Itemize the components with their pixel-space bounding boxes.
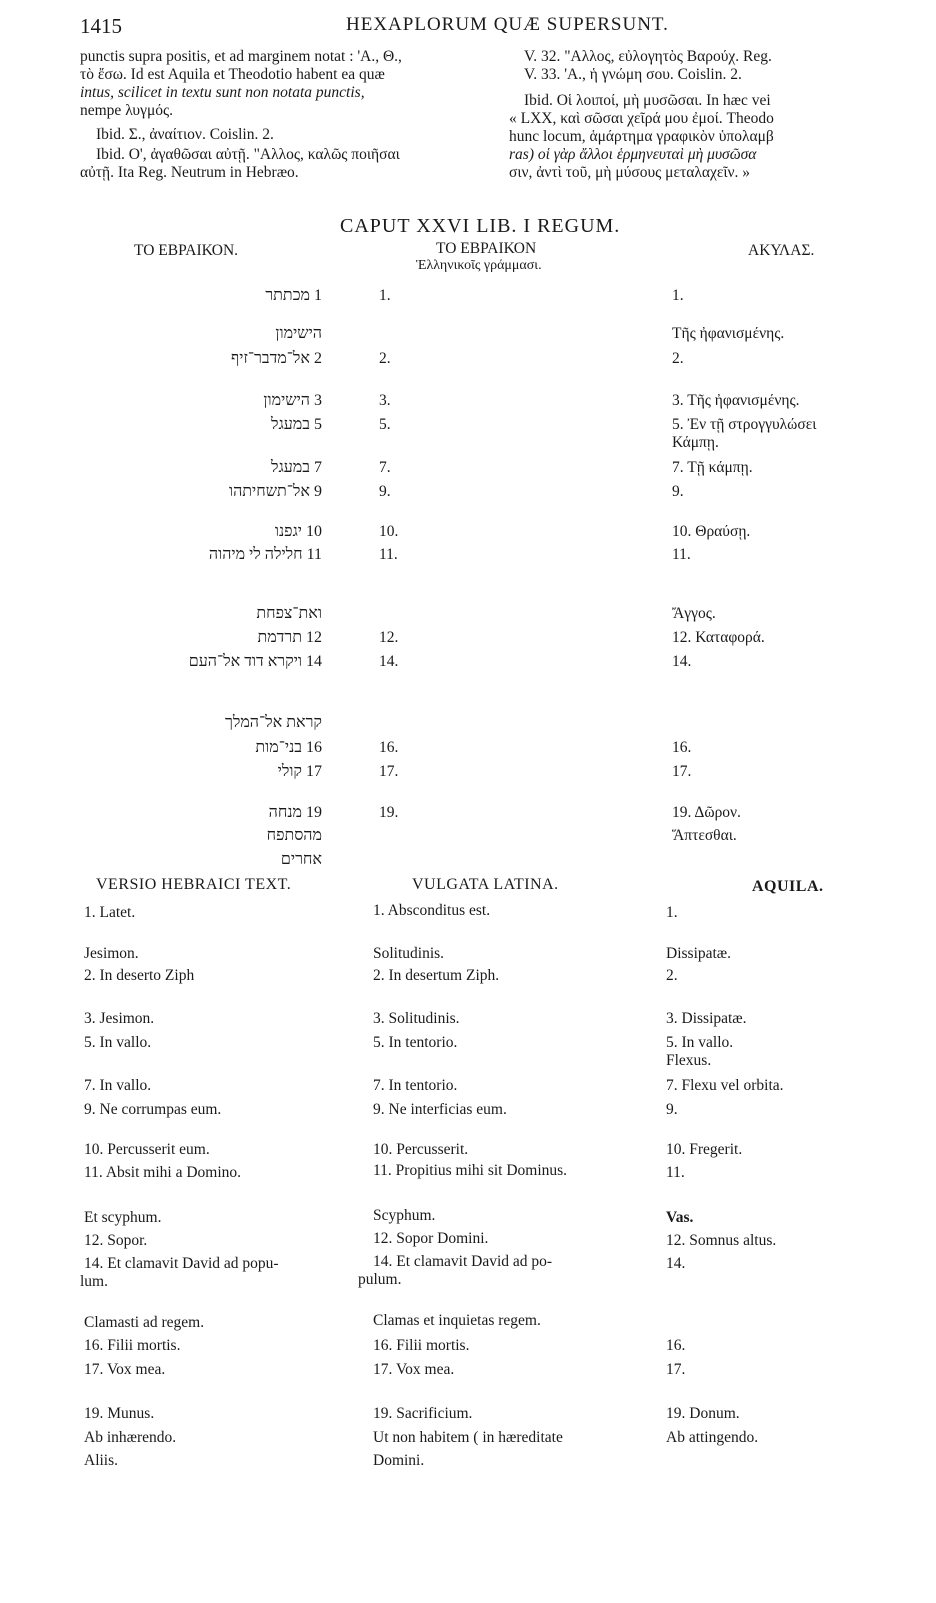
vulgata-cell: Scyphum. [373, 1207, 436, 1224]
aquila-latin-cell: 2. [666, 967, 678, 984]
hebrew-word: ואת־צפחת [256, 605, 322, 622]
hebrew-word: הישימון [275, 325, 322, 342]
aquila-latin-cell: 16. [666, 1337, 686, 1354]
hebrew-word: קראת אל־המלך [224, 714, 322, 731]
aquila-greek-cell: 10. Θραύσῃ. [672, 523, 751, 540]
hebrew-word: אחרים [280, 851, 322, 868]
versio-cell: Et scyphum. [84, 1209, 162, 1226]
versio-cell: Aliis. [84, 1452, 119, 1469]
hebrew-word: 17 קולי [277, 763, 322, 780]
note-line: V. 33. 'A., ἡ γνώμη σου. Coislin. 2. [524, 66, 742, 83]
header-vulgata: VULGATA LATINA. [412, 876, 559, 893]
aquila-greek-cell: 16. [672, 739, 692, 756]
hebrew-word: 11 חלילה לי מיהוה [208, 546, 322, 563]
vulgata-cell: pulum. [358, 1271, 402, 1288]
hebrew-word: 1 מכתתר [265, 287, 322, 304]
hebrew-word: 2 אל־מדבר־זיף [230, 350, 322, 367]
aquila-greek-cell: 12. Καταφορά. [672, 629, 765, 646]
note-line: intus, scilicet in textu sunt non notata punctis, [80, 84, 365, 101]
note-line: nempe λυγμός. [80, 102, 174, 119]
aquila-greek-cell: 2. [672, 350, 684, 367]
note-line: Ibid. Οἱ λοιποί, μὴ μυσῶσαι. In hæc vei [524, 92, 771, 109]
versio-cell: Ab inhærendo. [84, 1429, 177, 1446]
aquila-latin-cell: Ab attingendo. [666, 1429, 759, 1446]
aquila-latin-cell: 3. Dissipatæ. [666, 1010, 747, 1027]
aquila-latin-cell: Vas. [666, 1209, 694, 1226]
note-line: V. 32. "Αλλος, εὐλογητὸς Βαρούχ. Reg. [524, 48, 772, 65]
versio-cell: Clamasti ad regem. [84, 1314, 205, 1331]
hebrew-word: 19 מנחה [268, 804, 322, 821]
hebrew-word: 3 הישימון [263, 392, 322, 409]
vulgata-cell: 5. In tentorio. [373, 1034, 458, 1051]
vulgata-cell: 1. Absconditus est. [373, 902, 491, 919]
versio-cell: 7. In vallo. [84, 1077, 152, 1094]
translit-cell: 10. [379, 523, 399, 540]
aquila-latin-cell: 1. [666, 904, 678, 921]
aquila-greek-cell: 19. Δῶρον. [672, 804, 741, 821]
aquila-greek-cell: 14. [672, 653, 692, 670]
chapter-title: CAPUT XXVI LIB. I REGUM. [340, 215, 621, 237]
running-title: HEXAPLORUM QUÆ SUPERSUNT. [346, 14, 669, 35]
translit-cell: 11. [379, 546, 398, 563]
versio-cell: 11. Absit mihi a Domino. [84, 1164, 242, 1181]
aquila-greek-cell: 17. [672, 763, 692, 780]
aquila-latin-cell: 14. [666, 1255, 686, 1272]
translit-cell: 2. [379, 350, 391, 367]
aquila-greek-cell: Κάμπῃ. [672, 434, 719, 451]
translit-cell: 12. [379, 629, 399, 646]
aquila-latin-cell: Dissipatæ. [666, 945, 732, 962]
translit-cell: 9. [379, 483, 391, 500]
hebrew-word: 9 אל־תשחיתהו [228, 483, 322, 500]
aquila-greek-cell: 9. [672, 483, 684, 500]
versio-cell: 10. Percusserit eum. [84, 1141, 210, 1158]
vulgata-cell: Domini. [373, 1452, 425, 1469]
translit-cell: 17. [379, 763, 399, 780]
translit-cell: 3. [379, 392, 391, 409]
hebrew-word: 12 תרדמת [257, 629, 322, 646]
aquila-greek-cell: Ἄγγος. [672, 605, 716, 622]
aquila-latin-cell: 10. Fregerit. [666, 1141, 743, 1158]
hebrew-word: 10 יגפנו [274, 523, 322, 540]
header-hebrew: ΤΟ ΕΒΡΑΙΚΟΝ. [134, 242, 239, 259]
translit-cell: 19. [379, 804, 399, 821]
hebrew-word: 5 במעגל [270, 416, 322, 433]
hebrew-word: 14 ויקרא דוד אל־העם [188, 653, 322, 670]
translit-cell: 14. [379, 653, 399, 670]
vulgata-cell: 3. Solitudinis. [373, 1010, 460, 1027]
header-aquila-latin: AQUILA. [752, 878, 824, 895]
header-versio: VERSIO HEBRAICI TEXT. [96, 876, 292, 893]
aquila-greek-cell: Ἅπτεσθαι. [672, 827, 737, 844]
vulgata-cell: 2. In desertum Ziph. [373, 967, 500, 984]
aquila-greek-cell: 3. Τῆς ἠφανισμένης. [672, 392, 800, 409]
translit-cell: 1. [379, 287, 391, 304]
vulgata-cell: 12. Sopor Domini. [373, 1230, 489, 1247]
versio-cell: 2. In deserto Ziph [84, 967, 195, 984]
hebrew-word: מהסתפח [266, 827, 322, 844]
versio-cell: 17. Vox mea. [84, 1361, 166, 1378]
vulgata-cell: 10. Percusserit. [373, 1141, 469, 1158]
note-line: τὸ ἔσω. Id est Aquila et Theodotio habent ea quæ [80, 66, 385, 83]
vulgata-cell: 17. Vox mea. [373, 1361, 455, 1378]
hebrew-word: 16 בני־מות [255, 739, 322, 756]
aquila-latin-cell: 5. In vallo. [666, 1034, 734, 1051]
aquila-latin-cell: 7. Flexu vel orbita. [666, 1077, 784, 1094]
translit-cell: 16. [379, 739, 399, 756]
header-translit: ΤΟ ΕΒΡΑΙΚΟΝ [436, 240, 537, 257]
note-line: Ibid. O', ἀγαθῶσαι αὐτῇ. "Αλλος, καλῶς ποιῆσαι [96, 146, 400, 163]
vulgata-cell: 14. Et clamavit David ad po- [373, 1253, 553, 1270]
versio-cell: 14. Et clamavit David ad popu- [84, 1255, 279, 1272]
translit-cell: 7. [379, 459, 391, 476]
aquila-latin-cell: 19. Donum. [666, 1405, 740, 1422]
aquila-greek-cell: 5. Ἐν τῇ στρογγυλώσει [672, 416, 817, 433]
note-line: punctis supra positis, et ad marginem notat : 'A., Θ., [80, 48, 402, 65]
note-line: Ibid. Σ., ἀναίτιον. Coislin. 2. [96, 126, 274, 143]
note-line: « LXX, καὶ σῶσαι χεῖρά μου ἐμοί. Theodo [509, 110, 774, 127]
vulgata-cell: 9. Ne interficias eum. [373, 1101, 507, 1118]
note-line: ras) οἱ γὰρ ἄλλοι ἑρμηνευταὶ μὴ μυσῶσα [509, 146, 757, 163]
vulgata-cell: Clamas et inquietas regem. [373, 1312, 541, 1329]
versio-cell: 1. Latet. [84, 904, 136, 921]
vulgata-cell: 7. In tentorio. [373, 1077, 458, 1094]
vulgata-cell: Solitudinis. [373, 945, 445, 962]
aquila-greek-cell: Τῆς ἠφανισμένης. [672, 325, 785, 342]
vulgata-cell: Ut non habitem ( in hæreditate [373, 1429, 563, 1446]
vulgata-cell: 11. Propitius mihi sit Dominus. [373, 1162, 568, 1179]
aquila-latin-cell: Flexus. [666, 1052, 712, 1069]
page-number: 1415 [80, 14, 122, 38]
vulgata-cell: 16. Filii mortis. [373, 1337, 470, 1354]
vulgata-cell: 19. Sacrificium. [373, 1405, 473, 1422]
aquila-greek-cell: 11. [672, 546, 691, 563]
versio-cell: 19. Munus. [84, 1405, 155, 1422]
aquila-latin-cell: 17. [666, 1361, 686, 1378]
header-translit-sub: Ἑλληνικοῖς γράμμασι. [416, 258, 542, 273]
aquila-greek-cell: 1. [672, 287, 684, 304]
versio-cell: 3. Jesimon. [84, 1010, 155, 1027]
header-aquila-greek: ΑΚΥΛΑΣ. [748, 242, 815, 259]
note-line: σιν, ἀντὶ τοῦ, μὴ μύσους μεταλαχεῖν. » [509, 164, 751, 181]
versio-cell: lum. [80, 1273, 108, 1290]
versio-cell: 12. Sopor. [84, 1232, 148, 1249]
translit-cell: 5. [379, 416, 391, 433]
aquila-latin-cell: 9. [666, 1101, 678, 1118]
aquila-latin-cell: 12. Somnus altus. [666, 1232, 777, 1249]
note-line: αὐτῇ. Ita Reg. Neutrum in Hebræo. [80, 164, 299, 181]
versio-cell: 9. Ne corrumpas eum. [84, 1101, 222, 1118]
aquila-greek-cell: 7. Τῇ κάμπῃ. [672, 459, 753, 476]
versio-cell: 5. In vallo. [84, 1034, 152, 1051]
versio-cell: Jesimon. [84, 945, 139, 962]
versio-cell: 16. Filii mortis. [84, 1337, 181, 1354]
note-line: hunc locum, ἁμάρτημα γραφικὸν ὑπολαμβ [509, 128, 774, 145]
aquila-latin-cell: 11. [666, 1164, 685, 1181]
hebrew-word: 7 במעגל [270, 459, 322, 476]
